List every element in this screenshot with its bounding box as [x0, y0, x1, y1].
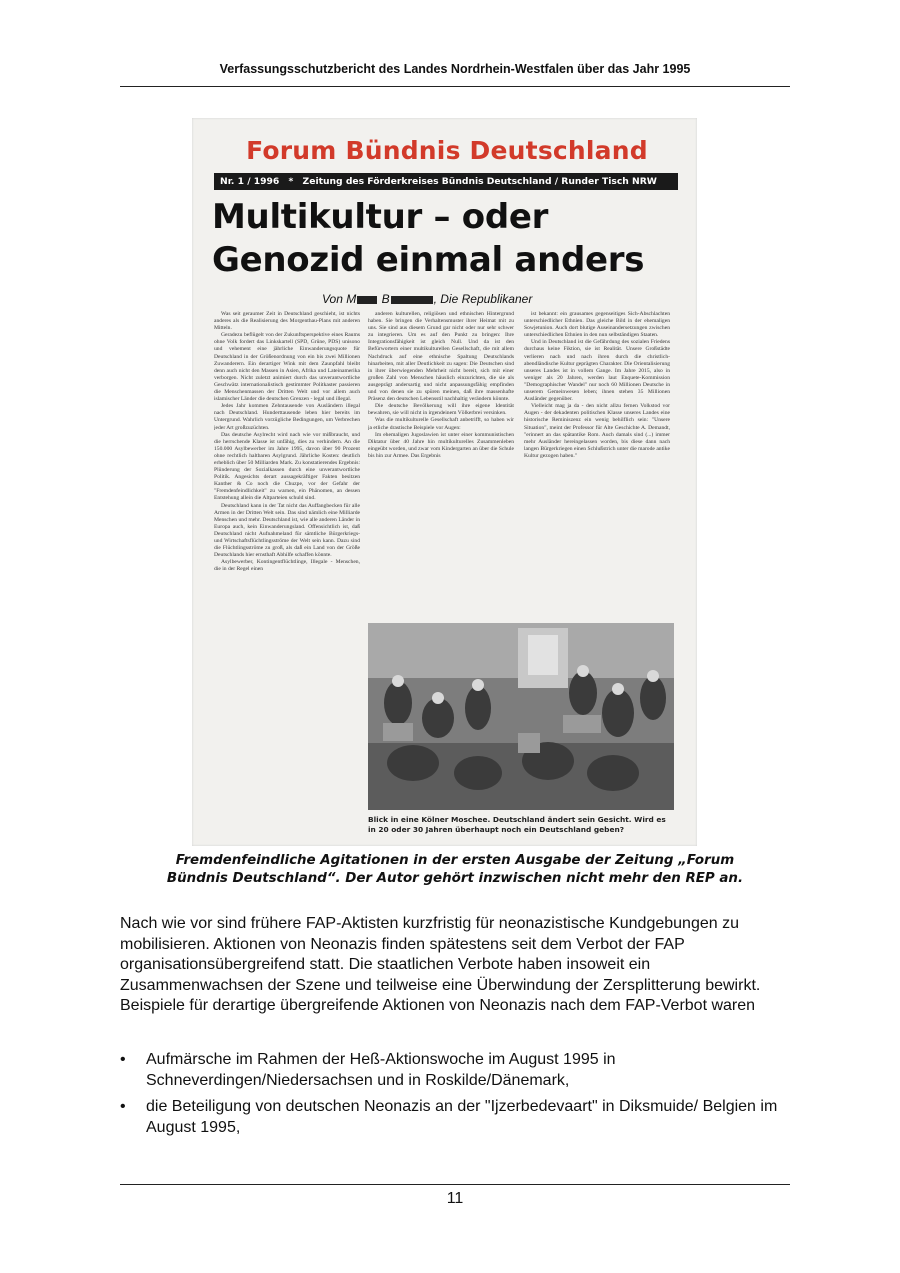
article-paragraph: Asylbewerber, Kontingentflüchtlinge, Illegale - Menschen, die in der Regel einen	[214, 559, 360, 573]
bullet-icon: •	[120, 1051, 126, 1068]
article-column-1	[214, 311, 360, 831]
list-item-text: Aufmärsche im Rahmen der Heß-Aktionswoche im August 1995 in Schneverdingen/Niedersachsen und in Roskilde/Dänemark,	[146, 1051, 616, 1089]
issue-bar	[214, 173, 678, 190]
newspaper-clipping	[192, 118, 697, 846]
footer-rule	[120, 1184, 790, 1185]
header-rule	[120, 86, 790, 87]
article-paragraph: Im ehemaligen Jugoslawien ist unter einer kommunistischen Diktatur über 40 Jahre hin multikulturelles Zusammenleben eingeübt worden, und zwar vom Kindergarten an über die Schule bis hin zur Armee. Das Ergebnis	[368, 431, 514, 459]
mosque-photo	[368, 623, 674, 810]
article-paragraph: ist bekannt: ein grausames gegenseitiges Sich-Abschlachten unterschiedlicher Ethnien. Das gleiche Bild in der ehemaligen Sowjetunion. Auch dort blutige Auseinandersetzungen zwischen unterschiedlichen Ethnien in den nun selbständigen Staaten.	[524, 311, 670, 339]
article-paragraph: anderen kulturellen, religiösen und ethnischen Hintergrund haben. Sie bringen die Verhaltensmuster ihrer Heimat mit zu uns. Sie sind aus diesem Grund gar nicht oder nur sehr schwer zu integrieren. Um es auf den Punkt zu bringen: Ihre Integrationsfähigkeit ist gleich Null. Und da ist den Befürwortern einer multikulturellen Gesellschaft, die mit allem Nachdruck auf eine ethnische Spaltung Deutschlands hinarbeiten, mit aller Deutlichkeit zu sagen: Die Deutschen sind in ihrer überwiegenden Mehrheit nicht bereit, sich mit einer großen Zahl von Menschen häuslich einzurichten, die sie als ausgeprägt andersartig und nicht anpassungsfähig empfinden und von denen sie zu spüren meinen, daß ihre massenhafte Präsenz den deutschen Lebensstil nachhaltig verändern könnte.	[368, 311, 514, 403]
bullet-icon: •	[120, 1098, 126, 1115]
byline-prefix: Von M	[322, 292, 357, 306]
article-paragraph: Geradezu beflügelt von der Zukunftsperspektive eines Raums ohne Volk fordert das Linkskartell (SPD, Grüne, PDS) unisono und vehement eine jährliche Einwanderungsquote für Deutschland in der Größenordnung von ein bis zwei Millionen Zuwanderern. Ein derartiger Wink mit dem Zaunpfahl bleibt denn auch nicht den Massen in Asien, Afrika und Lateinamerika verborgen. Nicht zuletzt animiert durch das unverantwortliche Geschwätz internationalistisch gestimmter Politkaster passieren die Menschenmassen der Dritten Welt und vor allem auch islamischer Länder die deutschen Grenzen - legal und illegal.	[214, 332, 360, 403]
article-paragraph: Was seit geraumer Zeit in Deutschland geschieht, ist nichts anderes als die Realisierung des Morgenthau-Plans mit anderen Mitteln.	[214, 311, 360, 332]
newspaper-masthead: Forum Bündnis Deutschland	[246, 136, 648, 165]
redaction-mark	[357, 296, 377, 304]
article-paragraph: Jedes Jahr kommen Zehntausende von Ausländern illegal nach Deutschland. Hunderttausende leben hier bereits im Untergrund. Wahrlich vorzügliche Bedingungen, um Verbrechen jeder Art großzuzüchten.	[214, 403, 360, 431]
byline-mid: B	[378, 292, 390, 306]
list-item	[120, 1097, 790, 1138]
bullet-list	[120, 1050, 790, 1144]
article-paragraph: Und in Deutschland ist die Gefährdung des sozialen Friedens durchaus keine Fiktion, sie ist Realität. Unsere Großstädte verlieren nach und nach ihren durch die christlich-abendländische Kultur geprägten Charakter. Die Orientalisierung unseres Landes ist in vollem Gange. Im Jahre 2015, also in weniger als 20 Jahren, werden laut Enquete-Kommission "Demographischer Wandel" nur noch 60 Millionen Deutsche in unserem Gemeinwesen leben; ihnen stehen 35 Millionen Ausländer gegenüber.	[524, 339, 670, 403]
list-item	[120, 1050, 790, 1091]
article-column-3	[524, 311, 670, 611]
byline	[322, 292, 532, 306]
star-icon: *	[288, 176, 294, 187]
byline-suffix: , Die Republikaner	[433, 292, 533, 306]
running-header: Verfassungsschutzbericht des Landes Nordrhein-Westfalen über das Jahr 1995	[219, 62, 691, 76]
figure-caption: Fremdenfeindliche Agitationen in der ersten Ausgabe der Zeitung „Forum Bündnis Deutschland“. Der Autor gehört inzwischen nicht mehr den REP an.	[166, 853, 744, 886]
page-number: 11	[446, 1190, 464, 1207]
article-paragraph: Deutschland kann in der Tat nicht das Auffangbecken für alle Armen in der Dritten Welt sein. Das sind nämlich eine Milliarde Menschen und mehr. Deutschland ist, wie alle anderen Länder in Europa auch, kein Einwanderungsland. Offensichtlich ist, daß Deutschland nicht Aufnahmeland für sämtliche Bürgerkriegs- und Wirtschaftsflüchtlingsströme der Welt sein kann. Dazu sind die Flüchtlingsströme zu groß, als daß ein Land von der Größe Deutschlands hier ernsthaft Abhilfe schaffen könnte.	[214, 502, 360, 559]
redaction-mark	[391, 296, 433, 304]
newspaper-headline	[212, 196, 682, 282]
article-paragraph: Vielleicht mag ja da - den nicht allzu fernen Volkstod vor Augen - der dekadenten politischen Klasse unseres Landes eine historische Reminiszenz ein wenig behilflich sein: "Unsere Situation", meint der Professor für Alte Geschichte A. Demandt, "erinnert an das spätantike Rom. Auch damals sind (...) immer mehr Ausländer hereingelassen worden, bis diese dann nach langen Bürgerkriegen einen Schlußstrich unter die marode antike Kultur gezogen haben."	[524, 403, 670, 459]
article-paragraph: Das deutsche Asylrecht wird nach wie vor mißbraucht, und die herrschende Klasse ist unfähig, dies zu verhindern. An die 150.000 Asylbewerber im Jahre 1995, davon über 90 Prozent ohne rechtlich haltbaren Asylgrund. Jährliche Kosten: deutlich erheblich über 50 Milliarden Mark. Zu konstatierendes Ergebnis: Plünderung der Sozialkassen durch eine unverantwortliche Politik. Angesichts derart aussagekräftiger Fakten besitzen Kanther & Co noch die Chuzpe, vor der Gefahr der "Fremdenfeindlichkeit" zu warnen, ein Phänomen, an dessen Entstehung allein die Altparteien schuld sind.	[214, 431, 360, 502]
issue-number: Nr. 1 / 1996	[220, 176, 280, 187]
article-column-2	[368, 311, 514, 611]
body-paragraph: Nach wie vor sind frühere FAP-Aktisten kurzfristig für neonazistische Kundgebungen zu mobilisieren. Aktionen von Neonazis finden spätestens seit dem Verbot der FAP organisationsübergreifend statt. Die staatlichen Verbote haben insoweit ein Zusammenwachsen der Szene und teilweise eine Überwindung der Zersplitterung bewirkt. Beispiele für derartige übergreifende Aktionen von Neonazis nach dem FAP-Verbot waren	[120, 915, 761, 1014]
headline-line-2: Genozid einmal anders	[212, 240, 645, 280]
list-item-text: die Beteiligung von deutschen Neonazis an der "Ijzerbedevaart" in Diksmuide/ Belgien im August 1995,	[146, 1098, 778, 1136]
article-paragraph: Die deutsche Bevölkerung will ihre eigene Identität bewahren, sie will nicht in irgendeinem Völkerbrei versinken.	[368, 403, 514, 417]
article-paragraph: Was die multikulturelle Gesellschaft anbetrifft, so haben wir ja etliche drastische Beispiele vor Augen:	[368, 417, 514, 431]
issue-subtitle: Zeitung des Förderkreises Bündnis Deutschland / Runder Tisch NRW	[302, 176, 657, 187]
headline-line-1: Multikultur – oder	[212, 197, 549, 237]
photo-caption: Blick in eine Kölner Moschee. Deutschland ändert sein Gesicht. Wird es in 20 oder 30 Jahren überhaupt noch ein Deutschland geben?	[368, 815, 666, 834]
